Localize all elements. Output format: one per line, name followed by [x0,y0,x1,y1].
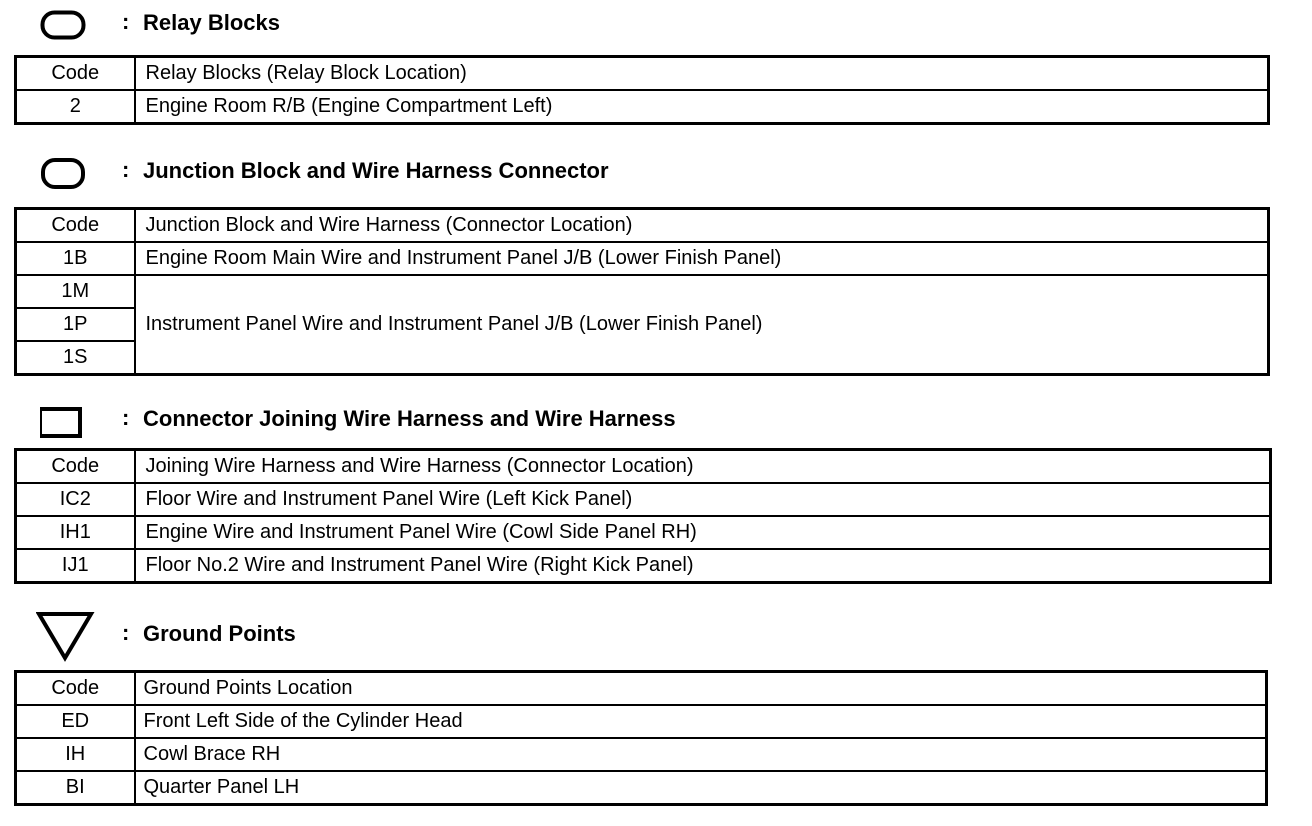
code-cell: IC2 [16,483,135,516]
location-cell: Engine Wire and Instrument Panel Wire (Cowl Side Panel RH) [135,516,1271,549]
table-row [16,90,1269,124]
table-row [16,771,1267,805]
code-cell: IH [16,738,135,771]
heading-colon: : [122,9,130,34]
code-header: Code [16,672,135,706]
table-row [16,516,1271,549]
code-header: Code [16,450,135,484]
code-cell: ED [16,705,135,738]
table-header-row [16,450,1271,484]
code-cell: IH1 [16,516,135,549]
table-row [16,275,1269,308]
code-header: Code [16,57,135,91]
location-header: Relay Blocks (Relay Block Location) [135,57,1269,91]
heading-colon: : [122,620,130,645]
table-row [16,242,1269,275]
heading-colon: : [122,405,130,430]
section-title: Ground Points [143,621,296,646]
ground-points-table [14,670,1268,806]
location-header: Junction Block and Wire Harness (Connector Location) [135,209,1269,243]
code-header: Code [16,209,135,243]
code-cell: IJ1 [16,549,135,583]
location-cell: Floor Wire and Instrument Panel Wire (Left Kick Panel) [135,483,1271,516]
connector-joining-table [14,448,1272,584]
location-cell: Engine Room Main Wire and Instrument Panel J/B (Lower Finish Panel) [135,242,1269,275]
location-header: Joining Wire Harness and Wire Harness (Connector Location) [135,450,1271,484]
section-title: Junction Block and Wire Harness Connector [143,158,609,183]
section-title: Relay Blocks [143,10,280,35]
location-cell: Cowl Brace RH [135,738,1267,771]
code-cell: 2 [16,90,135,124]
table-row [16,738,1267,771]
relay-blocks-table [14,55,1270,125]
code-cell: 1M [16,275,135,308]
location-cell-merged: Instrument Panel Wire and Instrument Panel J/B (Lower Finish Panel) [135,275,1269,375]
section-heading-connector-joining [40,404,840,440]
square-icon [40,404,86,440]
code-cell: 1S [16,341,135,375]
table-row [16,483,1271,516]
heading-colon: : [122,157,130,182]
table-row [16,549,1271,583]
section-heading-ground-points [36,610,436,666]
location-cell: Engine Room R/B (Engine Compartment Left) [135,90,1269,124]
section-heading-relay-blocks [40,8,440,44]
code-cell: 1P [16,308,135,341]
code-cell: 1B [16,242,135,275]
table-row [16,705,1267,738]
section-title: Connector Joining Wire Harness and Wire Harness [143,406,676,431]
junction-block-table [14,207,1270,376]
section-heading-junction-block [40,156,840,192]
rounded-rect-icon [40,156,86,190]
location-cell: Front Left Side of the Cylinder Head [135,705,1267,738]
table-header-row [16,209,1269,243]
rounded-rect-icon [40,8,86,42]
code-cell: BI [16,771,135,805]
location-cell: Floor No.2 Wire and Instrument Panel Wire (Right Kick Panel) [135,549,1271,583]
table-header-row [16,672,1267,706]
location-header: Ground Points Location [135,672,1267,706]
down-triangle-icon [36,610,96,664]
table-header-row [16,57,1269,91]
location-cell: Quarter Panel LH [135,771,1267,805]
